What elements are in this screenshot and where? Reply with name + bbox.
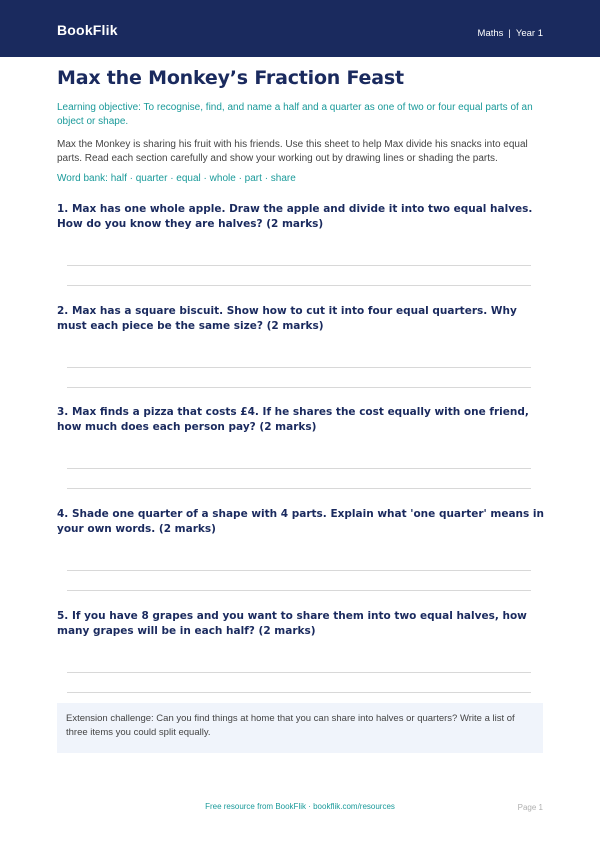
intro-paragraph: Max the Monkey is sharing his fruit with his friends. Use this sheet to help Max divide his snacks into equal parts. Read each section carefully and show your working out by drawing lines or shading the parts. — [57, 139, 528, 164]
brand-logo[interactable]: BookFlik — [57, 22, 118, 38]
answer-line[interactable] — [67, 692, 531, 693]
breadcrumb-separator: | — [508, 28, 511, 39]
breadcrumb — [478, 28, 543, 39]
answer-line[interactable] — [67, 570, 531, 571]
answer-line[interactable] — [67, 265, 531, 266]
page-number: Page 1 — [517, 803, 543, 812]
question-3: 3. Max finds a pizza that costs £4. If he shares the cost equally with one friend, how much does each person pay? (2 marks) — [57, 406, 529, 433]
answer-line[interactable] — [67, 672, 531, 673]
answer-line[interactable] — [67, 387, 531, 388]
worksheet-title: Max the Monkey’s Fraction Feast — [57, 67, 404, 89]
word-bank: Word bank: half · quarter · equal · whole · part · share — [57, 173, 296, 184]
extension-challenge-box — [57, 703, 543, 753]
breadcrumb-subject[interactable]: Maths — [477, 28, 504, 39]
answer-line[interactable] — [67, 590, 531, 591]
learning-objective: Learning objective: To recognise, find, and name a half and a quarter as one of two or four equal parts of an object or shape. — [57, 102, 533, 127]
question-1: 1. Max has one whole apple. Draw the apple and divide it into two equal halves. How do you know they are halves? (2 marks) — [57, 203, 533, 230]
answer-line[interactable] — [67, 468, 531, 469]
extension-challenge-text: Extension challenge: Can you find things at home that you can share into halves or quarters? Write a list of three items you could split equally. — [66, 713, 515, 738]
question-5: 5. If you have 8 grapes and you want to share them into two equal halves, how many grapes will be in each half? (2 marks) — [57, 610, 527, 637]
answer-line[interactable] — [67, 285, 531, 286]
footer-resource-link[interactable]: Free resource from BookFlik · bookflik.com/resources — [205, 802, 395, 811]
question-4: 4. Shade one quarter of a shape with 4 parts. Explain what 'one quarter' means in your own words. (2 marks) — [57, 508, 544, 535]
breadcrumb-year[interactable]: Year 1 — [515, 28, 543, 39]
answer-line[interactable] — [67, 367, 531, 368]
header-bar — [0, 0, 600, 57]
question-2: 2. Max has a square biscuit. Show how to cut it into four equal quarters. Why must each piece be the same size? (2 marks) — [57, 305, 517, 332]
answer-line[interactable] — [67, 488, 531, 489]
